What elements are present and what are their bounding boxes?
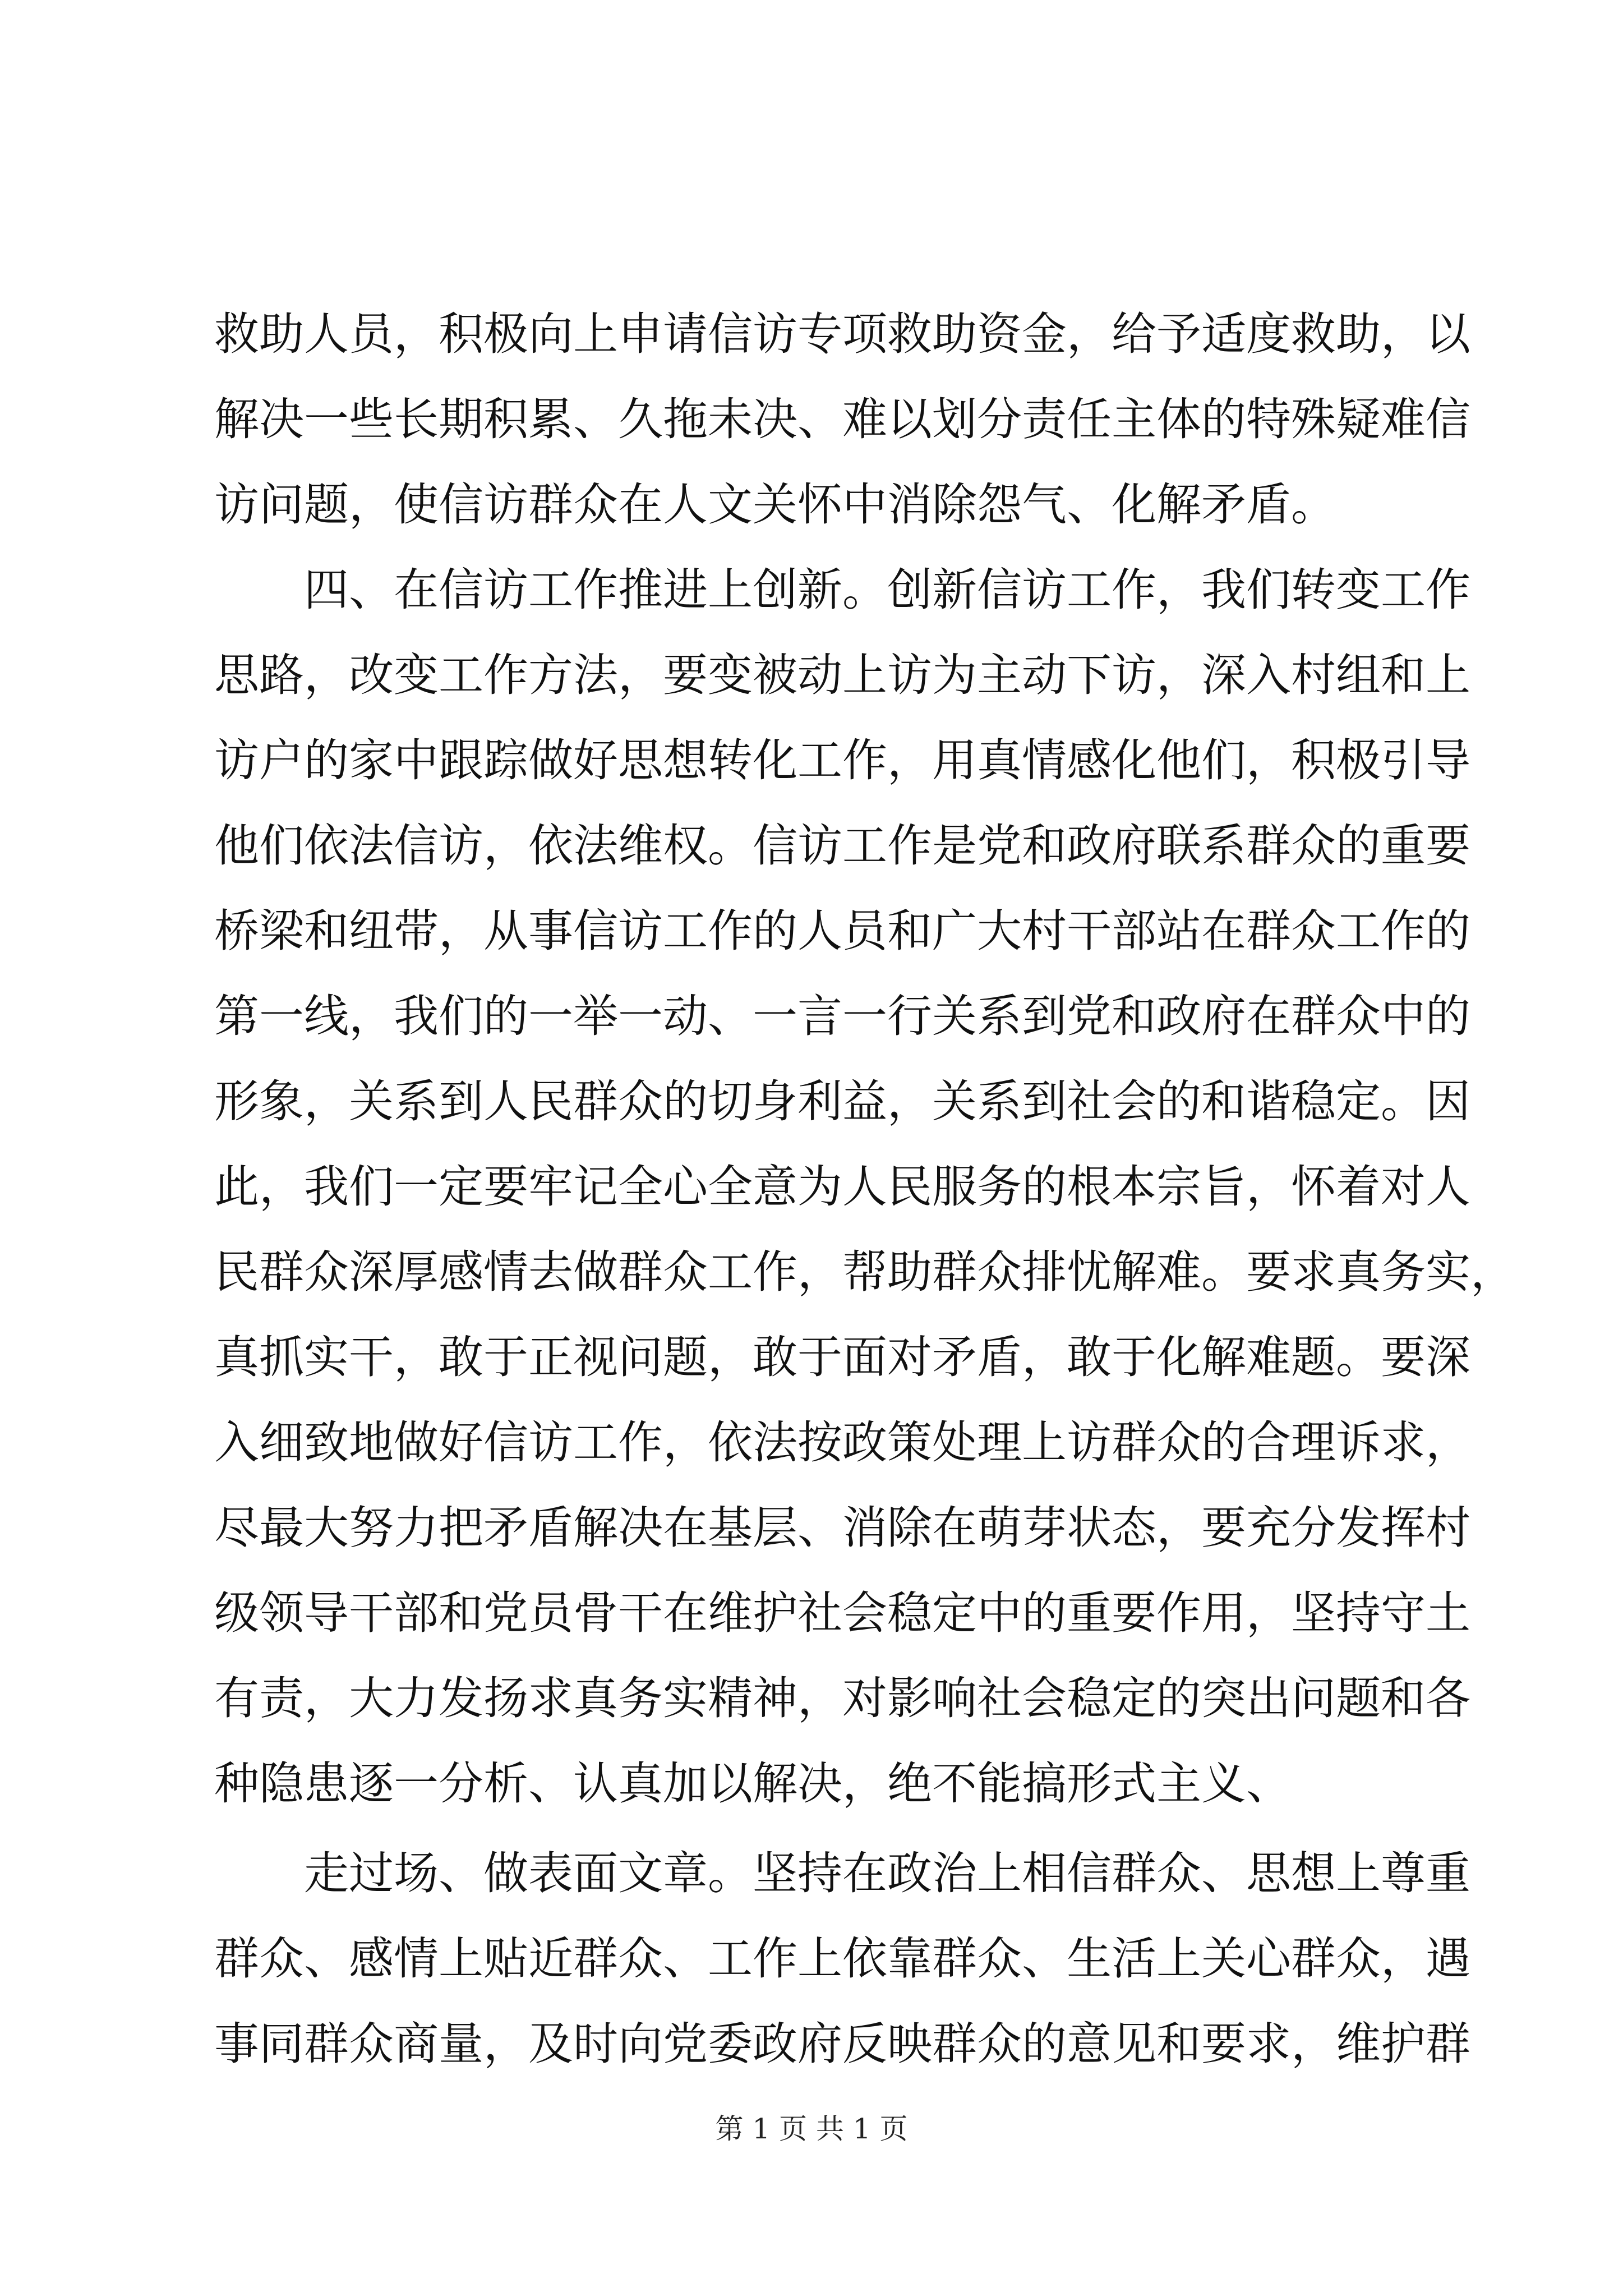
- document-body: [214, 292, 1515, 2087]
- text-line: 他们依法信访，依法维权。信访工作是党和政府联系群众的重要: [214, 820, 1470, 872]
- text-line: 第一线，我们的一举一动、一言一行关系到党和政府在群众中的: [214, 990, 1470, 1042]
- text-line: 桥梁和纽带，从事信访工作的人员和广大村干部站在群众工作的: [214, 905, 1470, 957]
- text-line: 走过场、做表面文章。坚持在政治上相信群众、思想上尊重: [214, 1847, 1470, 1899]
- text-line: 真抓实干，敢于正视问题，敢于面对矛盾，敢于化解难题。要深: [214, 1331, 1470, 1383]
- text-line: 四、在信访工作推进上创新。创新信访工作，我们转变工作: [214, 564, 1470, 616]
- text-line: 群众、感情上贴近群众、工作上依靠群众、生活上关心群众，遇: [214, 1932, 1470, 1985]
- text-line: 思路，改变工作方法，要变被动上访为主动下访，深入村组和上: [214, 649, 1470, 701]
- text-line: 访问题，使信访群众在人文关怀中消除怨气、化解矛盾。: [214, 478, 1336, 531]
- text-line: 形象，关系到人民群众的切身利益，关系到社会的和谐稳定。因: [214, 1075, 1470, 1128]
- text-line: 级领导干部和党员骨干在维护社会稳定中的重要作用，坚持守土: [214, 1587, 1470, 1639]
- text-line: 入细致地做好信访工作，依法按政策处理上访群众的合理诉求，: [214, 1416, 1470, 1469]
- text-line: 救助人员，积极向上申请信访专项救助资金，给予适度救助，以: [214, 308, 1470, 360]
- text-line: 尽最大努力把矛盾解决在基层、消除在萌芽状态，要充分发挥村: [214, 1502, 1470, 1554]
- text-line: 解决一些长期积累、久拖未决、难以划分责任主体的特殊疑难信: [214, 393, 1470, 445]
- text-line: 有责，大力发扬求真务实精神，对影响社会稳定的突出问题和各: [214, 1672, 1470, 1724]
- text-line: 民群众深厚感情去做群众工作，帮助群众排忧解难。要求真务实，: [214, 1246, 1515, 1298]
- page-number-footer: 第 1 页 共 1 页: [715, 2113, 908, 2145]
- text-line: 种隐患逐一分析、认真加以解决，绝不能搞形式主义、: [214, 1757, 1291, 1810]
- text-line: 访户的家中跟踪做好思想转化工作，用真情感化他们，积极引导: [214, 734, 1470, 786]
- text-line: 此，我们一定要牢记全心全意为人民服务的根本宗旨，怀着对人: [214, 1161, 1470, 1213]
- text-line: 事同群众商量，及时向党委政府反映群众的意见和要求，维护群: [214, 2018, 1470, 2070]
